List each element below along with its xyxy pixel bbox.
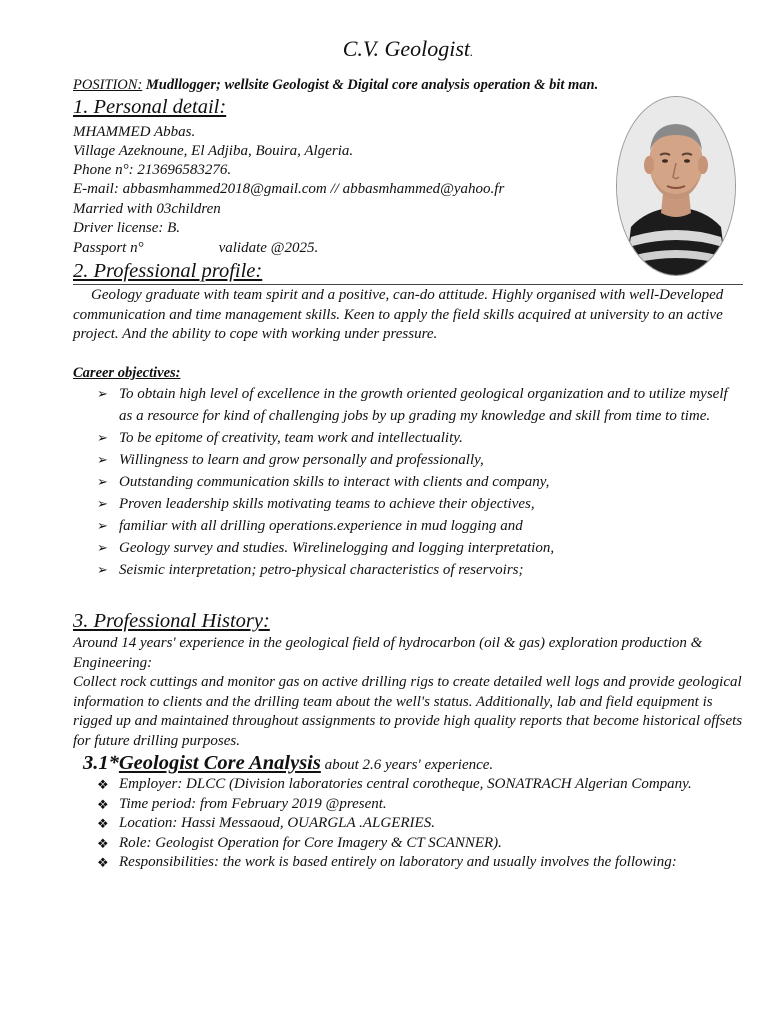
diamond-bullet-icon: ❖ <box>97 855 109 870</box>
arrow-bullet-icon: ➢ <box>97 386 108 401</box>
diamond-bullet-icon: ❖ <box>97 816 109 831</box>
arrow-bullet-icon: ➢ <box>97 562 108 577</box>
arrow-bullet-icon: ➢ <box>97 496 108 511</box>
list-item: ❖ Employer: DLCC (Division laboratories central corotheque, SONATRACH Algerian Company. <box>97 775 743 795</box>
personal-address: Village Azeknoune, El Adjiba, Bouira, Algeria. <box>73 143 354 159</box>
list-item: ➢ Geology survey and studies. Wirelinelogging and logging interpretation, <box>97 537 743 559</box>
list-item: ➢ familiar with all drilling operations.experience in mud logging and <box>97 515 743 537</box>
section-heading-history: 3. Professional History: <box>73 610 270 632</box>
core-analysis-details-list <box>97 775 743 873</box>
list-item: ❖ Location: Hassi Messaoud, OUARGLA .ALGERIES. <box>97 814 743 834</box>
position-value: Mudllogger; wellsite Geologist & Digital core analysis operation & bit man. <box>145 77 599 93</box>
arrow-bullet-icon: ➢ <box>97 518 108 533</box>
arrow-bullet-icon: ➢ <box>97 474 108 489</box>
portrait-photo-icon <box>617 97 735 275</box>
section-heading-profile: 2. Professional profile: <box>73 260 263 282</box>
career-objectives-label: Career objectives: <box>73 365 181 381</box>
arrow-bullet-icon: ➢ <box>97 430 108 445</box>
list-item: ❖ Time period: from February 2019 @present. <box>97 795 743 815</box>
personal-phone: Phone n°: 213696583276. <box>73 162 232 178</box>
history-intro: Around 14 years' experience in the geological field of hydrocarbon (oil & gas) exploration production & Engineering: <box>73 635 703 671</box>
profile-summary: Geology graduate with team spirit and a positive, can-do attitude. Highly organised with well-Developed communication and time management skills. Keen to apply the field skills acquired at university to an active project. And the ability to cope with working under pressure. <box>73 287 724 342</box>
diamond-bullet-icon: ❖ <box>97 796 109 812</box>
section-heading-personal: 1. Personal detail: <box>73 96 227 118</box>
list-item: ➢ Seismic interpretation; petro-physical characteristics of reservoirs; <box>97 559 743 581</box>
list-item: ❖ Role: Geologist Operation for Core Imagery & CT SCANNER). <box>97 834 743 854</box>
career-objectives-list <box>97 383 743 581</box>
personal-license: Driver license: B. <box>73 220 181 236</box>
position-line <box>73 77 598 94</box>
list-item: ➢ To obtain high level of excellence in the growth oriented geological organization and to utilize myself as a resource for kind of challenging jobs by up grading my knowledge and skill from time to time. <box>97 383 743 427</box>
personal-name: MHAMMED Abbas. <box>73 124 196 140</box>
personal-family: Married with 03children <box>73 201 221 217</box>
diamond-bullet-icon: ❖ <box>97 835 109 851</box>
list-item: ❖ Responsibilities: the work is based entirely on laboratory and usually involves the following: <box>97 853 743 873</box>
portrait-photo <box>616 96 736 276</box>
personal-email: E-mail: abbasmhammed2018@gmail.com // abbasmhammed@yahoo.fr <box>73 181 505 197</box>
position-label: POSITION: <box>73 77 143 93</box>
personal-passport: Passport n° validate @2025. <box>73 240 319 256</box>
list-item: ➢ Willingness to learn and grow personally and professionally, <box>97 449 743 471</box>
list-item: ➢ To be epitome of creativity, team work and intellectuality. <box>97 427 743 449</box>
history-description: Collect rock cuttings and monitor gas on active drilling rigs to create detailed well logs and provide geological information to clients and the drilling team about the well's status. Additionally, lab and field equipment is rigged up and maintained throughout assignments to provide high quality reports that become historical offsets for future drilling purposes. <box>73 674 743 749</box>
diamond-bullet-icon: ❖ <box>97 777 109 792</box>
list-item: ➢ Outstanding communication skills to interact with clients and company, <box>97 471 743 493</box>
list-item: ➢ Proven leadership skills motivating teams to achieve their objectives, <box>97 493 743 515</box>
heading-underline-rule <box>73 284 743 285</box>
document-title: C.V. Geologist. <box>342 36 474 61</box>
subsection-heading-core-analysis: 3.1*Geologist Core Analysis about 2.6 years' experience. <box>83 752 494 774</box>
arrow-bullet-icon: ➢ <box>97 540 108 555</box>
arrow-bullet-icon: ➢ <box>97 452 108 467</box>
